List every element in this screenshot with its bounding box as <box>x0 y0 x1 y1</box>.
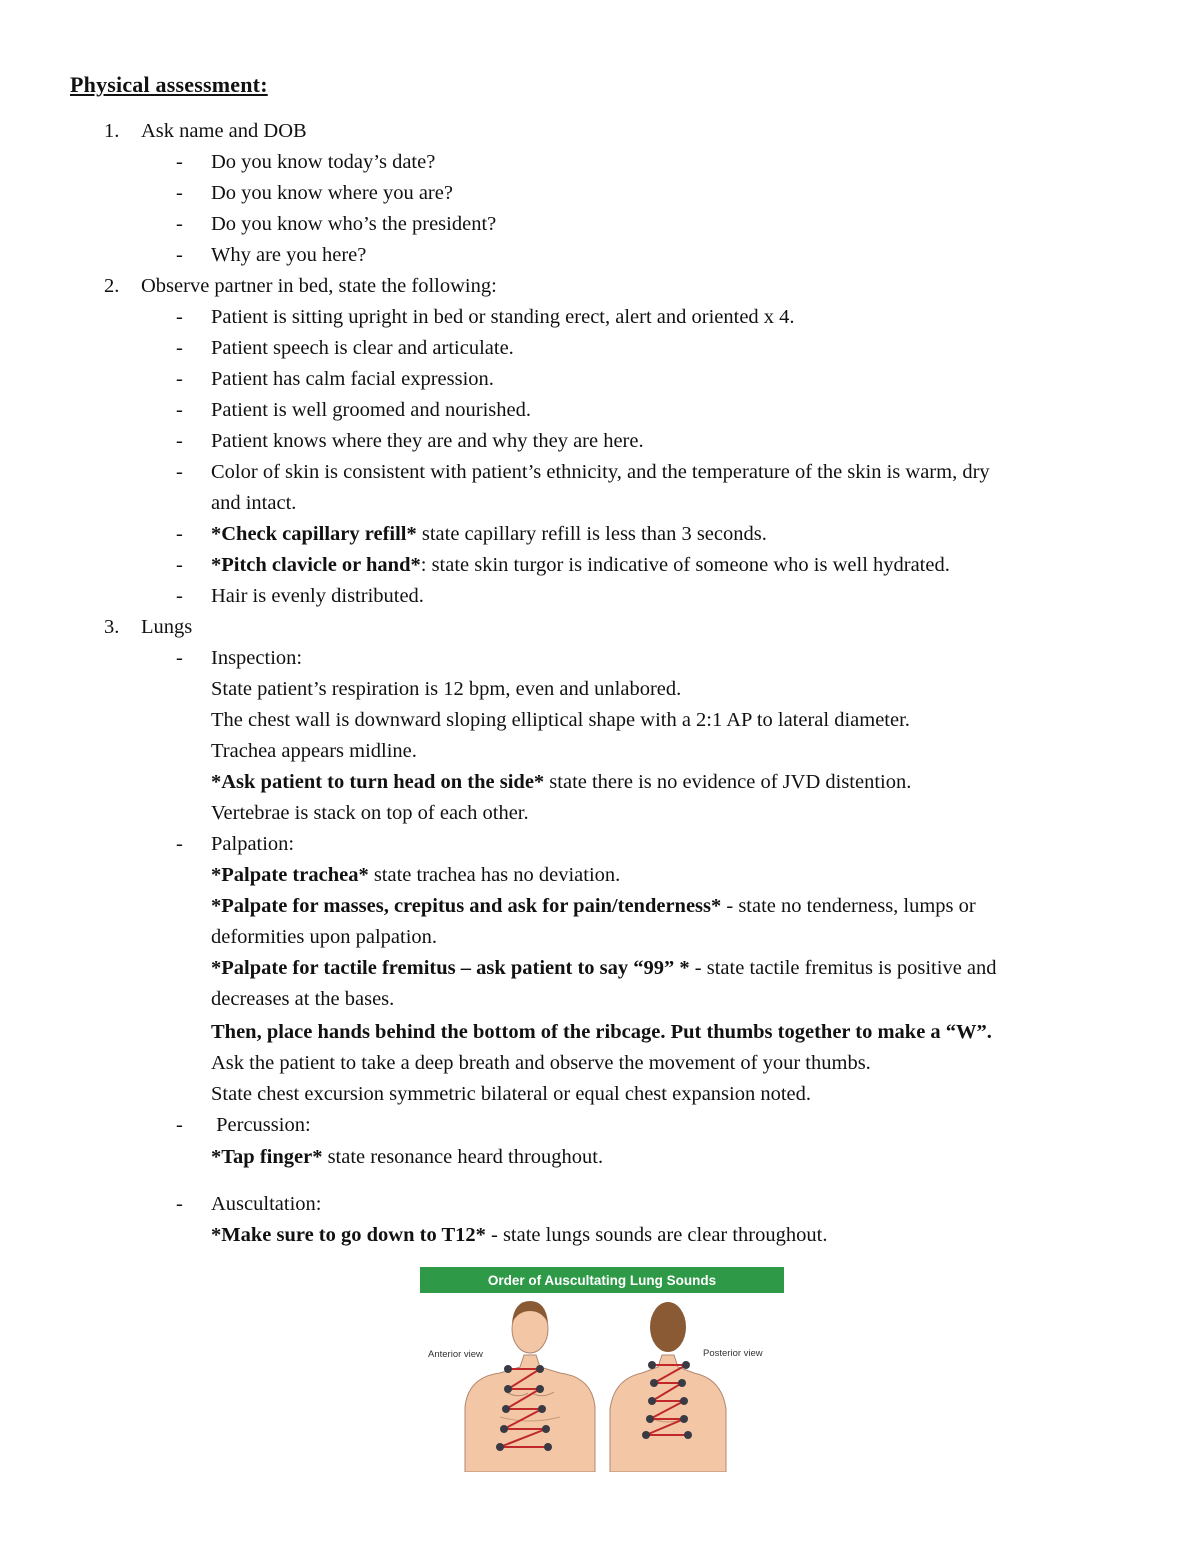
list-item: Patient speech is clear and articulate. <box>211 337 514 359</box>
section-heading-2: Observe partner in bed, state the following: <box>141 275 497 297</box>
list-item: Hair is evenly distributed. <box>211 585 424 607</box>
paragraph-line <box>211 767 911 798</box>
auscultation-point <box>650 1379 658 1387</box>
paragraph-line <box>211 1017 992 1048</box>
instruction-bold: *Make sure to go down to T12* <box>211 1224 486 1246</box>
statement-text: state resonance heard throughout. <box>322 1146 604 1168</box>
auscultation-point <box>504 1365 512 1373</box>
subsection-label-inspection: Inspection: <box>211 647 303 669</box>
section-heading-1: Ask name and DOB <box>141 120 307 142</box>
auscultation-point <box>496 1443 504 1451</box>
list-item: Do you know where you are? <box>211 182 453 204</box>
bullet-dash: - <box>176 182 183 204</box>
bullet-dash: - <box>176 399 183 421</box>
list-item: Patient is sitting upright in bed or standing erect, alert and oriented x 4. <box>211 306 795 328</box>
auscultation-point <box>642 1431 650 1439</box>
bullet-dash: - <box>176 833 183 855</box>
bullet-dash: - <box>176 430 183 452</box>
bullet-dash: - <box>176 1193 183 1215</box>
list-item <box>211 519 767 550</box>
statement-text: : state skin turgor is indicative of someone who is well hydrated. <box>420 554 950 576</box>
paragraph-line: The chest wall is downward sloping elliptical shape with a 2:1 AP to lateral diameter. <box>211 709 910 731</box>
paragraph-line: Ask the patient to take a deep breath and observe the movement of your thumbs. <box>211 1052 871 1074</box>
list-item <box>211 550 950 581</box>
posterior-view-label: Posterior view <box>703 1348 763 1359</box>
list-item-continuation: and intact. <box>211 492 297 514</box>
bullet-dash: - <box>176 1114 183 1136</box>
paragraph-line: Trachea appears midline. <box>211 740 417 762</box>
paragraph-line: decreases at the bases. <box>211 988 395 1010</box>
paragraph-line <box>211 953 997 984</box>
anterior-view-label: Anterior view <box>428 1349 483 1360</box>
statement-text: - state lungs sounds are clear throughout. <box>485 1224 828 1246</box>
instruction-bold: *Palpate trachea* <box>211 864 369 886</box>
paragraph-line: deformities upon palpation. <box>211 926 438 948</box>
instruction-bold: *Palpate for masses, crepitus and ask for pain/tenderness* <box>211 895 722 917</box>
auscultation-point <box>680 1415 688 1423</box>
bullet-dash: - <box>176 151 183 173</box>
paragraph-line: Vertebrae is stack on top of each other. <box>211 802 529 824</box>
paragraph-line: State chest excursion symmetric bilateral or equal chest expansion noted. <box>211 1083 812 1105</box>
list-item: Do you know who’s the president? <box>211 213 497 235</box>
bullet-dash: - <box>176 554 183 576</box>
auscultation-order-figure <box>420 1267 784 1472</box>
auscultation-point <box>680 1397 688 1405</box>
auscultation-point <box>502 1405 510 1413</box>
paragraph-line <box>211 891 976 922</box>
subsection-label-palpation: Palpation: <box>211 833 295 855</box>
auscultation-point <box>504 1385 512 1393</box>
statement-text: - state no tenderness, lumps or <box>721 895 976 917</box>
bullet-dash: - <box>176 647 183 669</box>
auscultation-point <box>678 1379 686 1387</box>
figure-banner-title: Order of Auscultating Lung Sounds <box>487 1273 717 1288</box>
auscultation-point <box>538 1405 546 1413</box>
bullet-dash: - <box>176 368 183 390</box>
auscultation-point <box>536 1385 544 1393</box>
statement-text: state trachea has no deviation. <box>368 864 621 886</box>
auscultation-point <box>500 1425 508 1433</box>
list-item: Why are you here? <box>211 244 367 266</box>
statement-text: - state tactile fremitus is positive and <box>689 957 997 979</box>
subsection-label-auscultation: Auscultation: <box>211 1193 322 1215</box>
auscultation-point <box>536 1365 544 1373</box>
list-item: Patient is well groomed and nourished. <box>211 399 531 421</box>
auscultation-point <box>648 1361 656 1369</box>
instruction-bold: *Palpate for tactile fremitus – ask patient to say “99” * <box>211 957 690 979</box>
bullet-dash: - <box>176 244 183 266</box>
auscultation-point <box>682 1361 690 1369</box>
paragraph-line <box>211 860 620 891</box>
paragraph-line <box>211 1220 827 1251</box>
list-number-3: 3. <box>104 616 120 638</box>
instruction-bold: Then, place hands behind the bottom of the ribcage. Put thumbs together to make a “W”. <box>211 1021 992 1043</box>
auscultation-point <box>544 1443 552 1451</box>
list-number-1: 1. <box>104 120 120 142</box>
subsection-label-percussion: Percussion: <box>211 1114 311 1136</box>
list-item: Patient has calm facial expression. <box>211 368 494 390</box>
list-item: Color of skin is consistent with patient’s ethnicity, and the temperature of the skin is warm, dry <box>211 461 990 483</box>
statement-text: state capillary refill is less than 3 seconds. <box>416 523 767 545</box>
auscultation-point <box>684 1431 692 1439</box>
paragraph-line <box>211 1142 603 1173</box>
list-item: Patient knows where they are and why they are here. <box>211 430 644 452</box>
auscultation-point <box>648 1397 656 1405</box>
section-heading-3: Lungs <box>141 616 193 638</box>
bullet-dash: - <box>176 461 183 483</box>
bullet-dash: - <box>176 585 183 607</box>
bullet-dash: - <box>176 337 183 359</box>
auscultation-point <box>542 1425 550 1433</box>
instruction-bold: *Ask patient to turn head on the side* <box>211 771 545 793</box>
list-item: Do you know today’s date? <box>211 151 436 173</box>
posterior-torso <box>610 1302 726 1472</box>
statement-text: state there is no evidence of JVD distention. <box>544 771 912 793</box>
instruction-bold: *Tap finger* <box>211 1146 323 1168</box>
instruction-bold: *Pitch clavicle or hand* <box>211 554 421 576</box>
bullet-dash: - <box>176 523 183 545</box>
bullet-dash: - <box>176 306 183 328</box>
paragraph-line: State patient’s respiration is 12 bpm, even and unlabored. <box>211 678 682 700</box>
bullet-dash: - <box>176 213 183 235</box>
list-number-2: 2. <box>104 275 120 297</box>
auscultation-point <box>646 1415 654 1423</box>
instruction-bold: *Check capillary refill* <box>211 523 417 545</box>
page-title: Physical assessment: <box>70 72 268 97</box>
